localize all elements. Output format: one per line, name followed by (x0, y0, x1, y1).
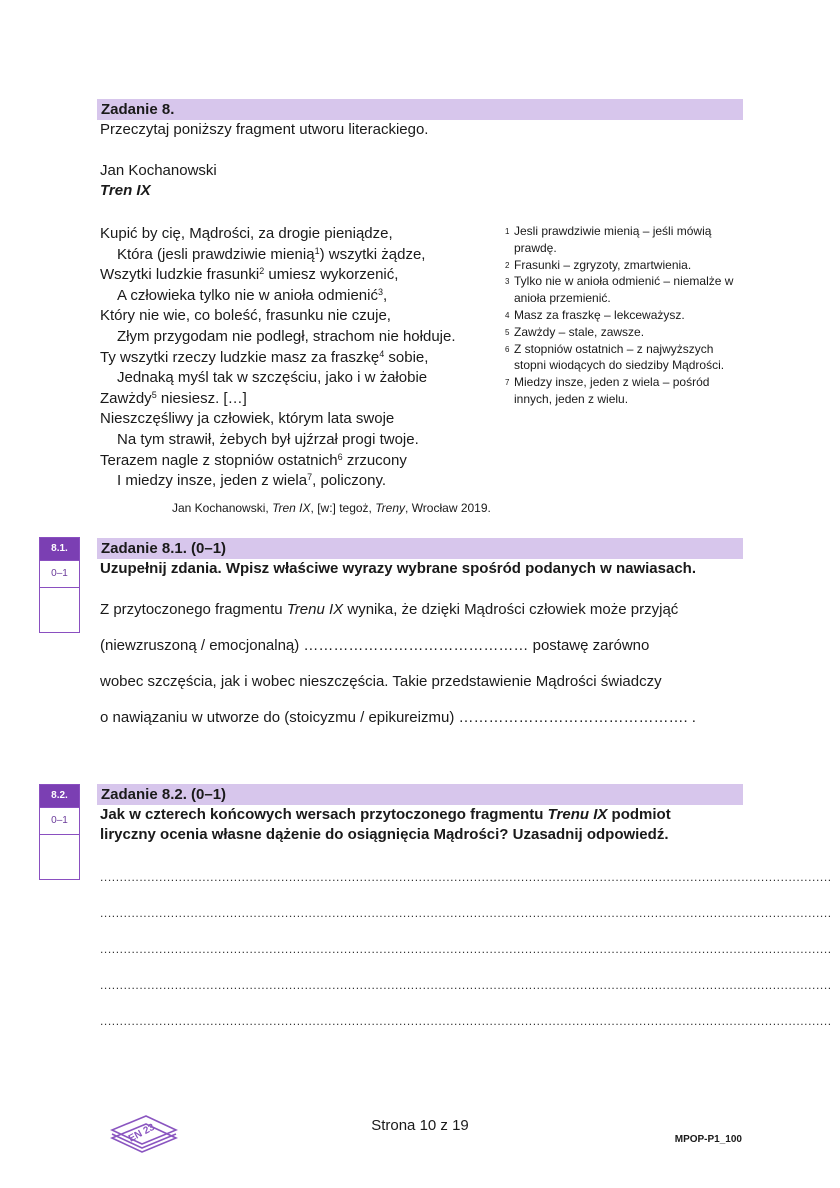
poem-text-segment: A człowieka tylko nie w anioła odmienić (117, 286, 378, 304)
task82-question-a: Jak w czterech końcowych wersach przytoczonego fragmentu (100, 806, 548, 823)
poem-text-segment: Terazem nagle z stopniów ostatnich (100, 451, 338, 469)
footnote-ref: 6 (337, 451, 343, 462)
poem-text-segment: Zawżdy (100, 389, 152, 407)
footnote-number: 3 (505, 277, 510, 287)
footnote-item (505, 324, 745, 341)
task81-instruction: Uzupełnij zdania. Wpisz właściwe wyrazy wybrane spośród podanych w nawiasach. (100, 560, 696, 577)
poem-text-segment: Kupić by cię, Mądrości, za drogie pieniądze, (100, 225, 393, 242)
poem-text-segment: , (382, 286, 388, 304)
footnote-number: 4 (505, 310, 510, 320)
poem-line (100, 327, 456, 348)
footnote-item (505, 374, 745, 408)
footnote-text: Zawżdy – stale, zawsze. (514, 324, 645, 339)
task82-header: Zadanie 8.2. (0–1) (97, 784, 743, 805)
task81-line4[interactable]: o nawiązaniu w utworze do (stoicyzmu / epikureizmu) ………………………………………. . (100, 709, 696, 726)
footnote-text: Frasunki – zgryzoty, zmartwienia. (514, 257, 692, 272)
source-prefix: Jan Kochanowski, (172, 501, 273, 515)
task82-points: 0–1 (40, 807, 79, 835)
footnote-item (505, 223, 745, 257)
footnote-number: 7 (505, 378, 510, 388)
source-middle: , [w:] tegoż, (310, 501, 376, 515)
task82-question-title: Trenu IX (547, 806, 608, 823)
poem-text-segment: I miedzy insze, jeden z wiela (117, 472, 308, 490)
footnote-ref: 7 (307, 472, 313, 483)
poem-line (100, 368, 456, 389)
footnote-number: 1 (505, 227, 510, 236)
poem-line (100, 348, 456, 369)
poem-line (100, 286, 456, 307)
poem-text-segment: niesiesz. […] (156, 389, 247, 407)
page-number: Strona 10 z 19 (371, 1117, 469, 1134)
footnote-item (505, 257, 745, 274)
task81-score-box (39, 537, 80, 633)
footnote-number: 6 (505, 344, 510, 354)
poem-text-segment: zrzucony (342, 451, 407, 469)
footnote-number: 5 (505, 327, 510, 337)
poem-text-segment: ) wszytki żądze, (319, 245, 426, 263)
task81-line3: wobec szczęścia, jak i wobec nieszczęścia. Takie przedstawienie Mądrości świadczy (100, 673, 662, 690)
poem-line (100, 451, 456, 472)
source-title: Tren IX (272, 501, 311, 515)
footnote-text: Masz za fraszkę – lekceważysz. (514, 307, 685, 322)
poem-line (100, 306, 456, 327)
poem-line (100, 389, 456, 410)
footnote-text: Tylko nie w anioła odmienić – niemalże w anioła przemienić. (514, 274, 734, 306)
poem-text-segment: , policzony. (312, 472, 387, 490)
answer-line[interactable]: .......................................................................................................................................................................................... (100, 978, 832, 992)
answer-line[interactable]: .......................................................................................................................................................................................... (100, 1014, 832, 1028)
task81-number: 8.1. (40, 538, 79, 560)
svg-text:EN 23: EN 23 (126, 1121, 157, 1145)
poem-text-segment: Nieszczęśliwy ja człowiek, którym lata swoje (100, 410, 395, 428)
poem-text-segment: Który nie wie, co boleść, frasunku nie czuje, (100, 307, 391, 325)
task81-line1-title: Trenu IX (286, 601, 344, 618)
footnote-ref: 2 (259, 266, 265, 277)
poem-text-segment: Jednaką myśl tak w szczęściu, jako i w żałobie (117, 369, 428, 387)
footnote-text: Jesli prawdziwie mienią – jeśli mówią prawdę. (514, 224, 712, 255)
task82-question (100, 805, 671, 845)
task82-score-field (40, 835, 79, 879)
poem-line (100, 245, 456, 266)
task8-instruction: Przeczytaj poniższy fragment utworu literackiego. (100, 121, 429, 138)
task81-points: 0–1 (40, 560, 79, 588)
task82-question-line2: liryczny ocenia własne dążenie do osiągnięcia Mądrości? Uzasadnij odpowiedź. (100, 826, 669, 843)
source-suffix: , Wrocław 2019. (405, 501, 491, 515)
poem-text-segment: sobie, (384, 348, 429, 366)
poem-text-segment: Na tym strawił, żebych był ujźrzał progi twoje. (117, 430, 419, 448)
poem-text-segment: Która (jesli prawdziwie mienią (117, 245, 315, 263)
source-book: Treny (375, 501, 406, 515)
task81-score-field (40, 588, 79, 632)
footnote-ref: 3 (377, 286, 383, 297)
poem-text-segment: Ty wszytki rzeczy ludzkie masz za fraszkę (100, 348, 380, 366)
poem-author: Jan Kochanowski (100, 162, 217, 179)
answer-line[interactable]: .......................................................................................................................................................................................... (100, 942, 832, 956)
task82-number: 8.2. (40, 785, 79, 807)
task82-question-b: podmiot (607, 806, 671, 823)
footnote-text: Miedzy insze, jeden z wiela – pośród innych, jeden z wielu. (514, 375, 710, 406)
footnote-ref: 5 (151, 389, 157, 400)
poem-text-segment: Wszytki ludzkie frasunki (100, 266, 260, 284)
poem-line (100, 409, 456, 430)
poem-line (100, 265, 456, 286)
task81-line1 (100, 600, 678, 620)
answer-line[interactable]: .......................................................................................................................................................................................... (100, 906, 832, 920)
poem-line (100, 430, 456, 451)
answer-line[interactable]: .......................................................................................................................................................................................... (100, 870, 832, 884)
task81-line1-a: Z przytoczonego fragmentu (100, 601, 287, 618)
poem-line (100, 224, 456, 245)
task82-score-box (39, 784, 80, 880)
source-citation (172, 501, 491, 515)
footnotes (505, 223, 745, 408)
footnote-ref: 4 (379, 348, 385, 359)
task81-header: Zadanie 8.1. (0–1) (97, 538, 743, 559)
poem-title: Tren IX (100, 182, 151, 199)
task81-line1-b: wynika, że dzięki Mądrości człowiek może przyjąć (343, 601, 679, 618)
poem-text-segment: Złym przygodam nie podległ, strachom nie hołduje. (117, 327, 456, 345)
footnote-text: Z stopniów ostatnich – z najwyższych stopni wiodących do siedziby Mądrości. (514, 341, 725, 373)
footnote-item (505, 307, 745, 324)
task8-header: Zadanie 8. (97, 99, 743, 120)
footnote-number: 2 (505, 260, 510, 270)
exam-code: MPOP-P1_100 (674, 1134, 742, 1145)
poem-text-segment: umiesz wykorzenić, (264, 266, 399, 284)
poem-line (100, 471, 456, 492)
poem-text (100, 224, 456, 492)
task81-line2[interactable]: (niewzruszoną / emocjonalną) ……………………………………… postawę zarówno (100, 637, 650, 654)
footnote-ref: 1 (314, 245, 320, 256)
footnote-item (505, 341, 745, 375)
footnote-item (505, 273, 745, 307)
